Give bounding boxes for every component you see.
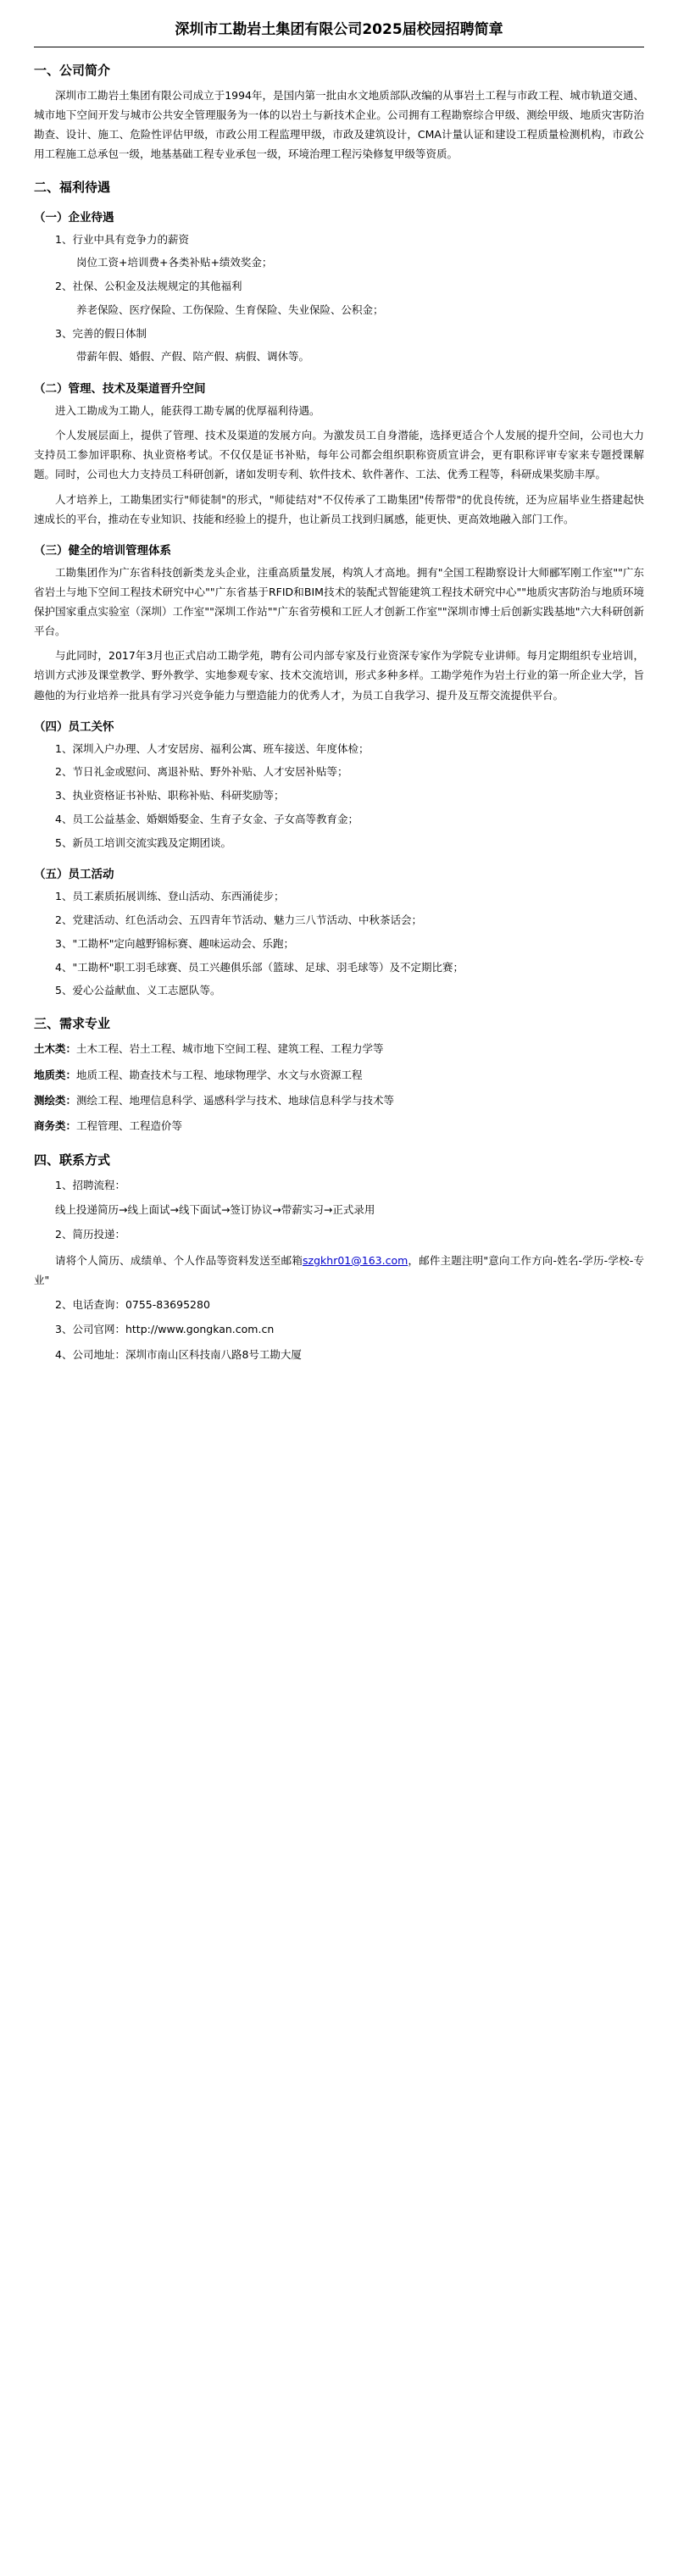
major-list: 土木工程、岩土工程、城市地下空间工程、建筑工程、工程力学等 bbox=[76, 1042, 384, 1056]
section-heading-contact: 四、联系方式 bbox=[34, 1152, 111, 1168]
company-intro-paragraph: 深圳市工勘岩土集团有限公司成立于1994年，是国内第一批由水文地质部队改编的从事岩土工程与市政工程、城市轨道交通、城市地下空间开发与城市公共安全管理服务为一体的以岩土与新技术企业。公司拥有工程勘察综合甲级、测绘甲级、地质灾害防治勘查、设计、施工、危险性评估甲级，市政公用工程监理甲级，市政及建筑设计，CMA计量认证和建设工程质量检测机构，市政公用工程施工总承包一级，地基基础工程专业承包一级，环境治理工程污染修复甲级等资质。 bbox=[34, 89, 644, 161]
subsection-heading-career-growth: （二）管理、技术及渠道晋升空间 bbox=[34, 382, 206, 396]
list-item: 3、执业资格证书补贴、职称补贴、科研奖励等； bbox=[55, 789, 285, 802]
career-growth-paragraph: 个人发展层面上，提供了管理、技术及渠道的发展方向。为激发员工自身潜能，选择更适合个人发展的提升空间，公司也大力支持员工参加评职称、执业资格考试。不仅仅是证书补贴，每年公司都会组织职称资质宣讲会，更有职称评审专家来专题授课解题。同时，公司也大力支持员工科研创新，诸如发明专利、软件技术、软件著作、工法、优秀工程等，科研成果奖励丰厚。 bbox=[34, 429, 644, 481]
list-item: 4、"工勘杯"职工羽毛球赛、员工兴趣俱乐部（篮球、足球、羽毛球等）及不定期比赛； bbox=[55, 960, 464, 974]
website-label: 3、公司官网： bbox=[55, 1323, 125, 1336]
contact-website bbox=[34, 1319, 644, 1340]
resume-text-before: 请将个人简历、成绩单、个人作品等资料发送至邮箱 bbox=[55, 1253, 303, 1267]
major-category-label: 土木类： bbox=[34, 1042, 77, 1056]
training-paragraph: 与此同时，2017年3月也正式启动工勘学苑，聘有公司内部专家及行业资深专家作为学院专业讲师。每月定期组织专业培训，培训方式涉及课堂教学、野外教学、实地参观专家、技术交流培训，形式多种多样。工勘学苑作为岩土行业的第一所企业大学，旨趣他的为行业培养一批具有学习兴竞争能力与塑造能力的优秀人才，为员工自我学习、提升及互帮交流提供平台。 bbox=[34, 649, 644, 702]
list-item: 养老保险、医疗保险、工伤保险、生育保险、失业保险、公积金； bbox=[76, 303, 384, 316]
website-url[interactable]: http://www.gongkan.com.cn bbox=[125, 1323, 275, 1336]
recruitment-process-flow: 线上投递简历→线上面试→线下面试→签订协议→带薪实习→正式录用 bbox=[55, 1203, 375, 1216]
list-item: 3、完善的假日体制 bbox=[55, 326, 147, 340]
major-list: 测绘工程、地理信息科学、遥感科学与技术、地球信息科学与技术等 bbox=[76, 1093, 395, 1107]
major-list: 地质工程、勘查技术与工程、地球物理学、水文与水资源工程 bbox=[76, 1068, 363, 1081]
training-paragraph: 工勘集团作为广东省科技创新类龙头企业，注重高质量发展，构筑人才高地。拥有"全国工程勘察设计大师郦军刚工作室""广东省岩土与地下空间工程技术研究中心""广东省基于RFID和BIM技术的装配式智能建筑工程技术研究中心""地质灾害防治与地质环境保护国家重点实验室（深圳）工作室""深圳工作站""广东省劳模和工匠人才创新工作室""深圳市博士后创新实践基地"六大科研创新平台。 bbox=[34, 565, 644, 638]
page-title: 深圳市工勘岩土集团有限公司2025届校园招聘简章 bbox=[34, 17, 644, 47]
list-item: 5、新员工培训交流实践及定期团谈。 bbox=[55, 836, 231, 849]
list-item: 3、"工勘杯"定向越野锦标赛、趣味运动会、乐跑； bbox=[55, 936, 294, 950]
recruitment-process-label: 1、招聘流程： bbox=[55, 1178, 125, 1191]
contact-phone: 2、电话查询：0755-83695280 bbox=[55, 1298, 210, 1311]
resume-submission-label: 2、简历投递： bbox=[55, 1228, 125, 1241]
major-category-label: 地质类： bbox=[34, 1068, 77, 1081]
section-heading-benefits: 二、福利待遇 bbox=[34, 179, 111, 195]
section-heading-company-intro: 一、公司简介 bbox=[34, 63, 111, 78]
major-category-label: 商务类： bbox=[34, 1119, 77, 1133]
list-item: 4、员工公益基金、婚姻婚娶金、生育子女金、子女高等教育金； bbox=[55, 812, 358, 825]
subsection-heading-employee-care: （四）员工关怀 bbox=[34, 719, 114, 734]
subsection-heading-training-system: （三）健全的培训管理体系 bbox=[34, 543, 171, 558]
list-item: 1、员工素质拓展训练、登山活动、东西涌徒步； bbox=[55, 890, 285, 903]
resume-submission-text bbox=[34, 1251, 644, 1290]
list-item: 2、党建活动、红色活动会、五四青年节活动、魅力三八节活动、中秋茶话会； bbox=[55, 913, 422, 927]
major-category-label: 测绘类： bbox=[34, 1093, 77, 1107]
list-item: 2、社保、公积金及法规规定的其他福利 bbox=[55, 280, 242, 292]
major-row bbox=[34, 1039, 644, 1059]
resume-text-after: ，邮件主题注明"意向工作方向-姓名-学历-学校-专业" bbox=[34, 1253, 644, 1286]
career-growth-paragraph: 人才培养上，工勘集团实行"师徒制"的形式，"师徒结对"不仅传承了工勘集团"传帮带"的优良传统，还为应届毕业生搭建起快速成长的平台，推动在专业知识、技能和经验上的提升，也让新员工找到归属感，能更快、更高效地融入部门工作。 bbox=[34, 492, 644, 525]
subsection-heading-corporate-benefits: （一）企业待遇 bbox=[34, 210, 114, 225]
major-row bbox=[34, 1116, 644, 1136]
major-row bbox=[34, 1065, 644, 1085]
subsection-heading-employee-activities: （五）员工活动 bbox=[34, 868, 114, 882]
email-link[interactable]: szgkhr01@163.com bbox=[303, 1253, 408, 1267]
list-item: 岗位工资+培训费+各类补贴+绩效奖金； bbox=[76, 256, 273, 269]
list-item: 带薪年假、婚假、产假、陪产假、病假、调休等。 bbox=[76, 350, 310, 364]
list-item: 2、节日礼金或慰问、离退补贴、野外补贴、人才安居补贴等； bbox=[55, 765, 348, 779]
major-list: 工程管理、工程造价等 bbox=[76, 1119, 183, 1133]
list-item: 5、爱心公益献血、义工志愿队等。 bbox=[55, 984, 221, 997]
major-row bbox=[34, 1091, 644, 1111]
list-item: 1、深圳入户办理、人才安居房、福利公寓、班车接送、年度体检； bbox=[55, 741, 370, 755]
career-growth-paragraph: 进入工勘成为工勘人，能获得工勘专属的优厚福利待遇。 bbox=[55, 404, 320, 417]
contact-address: 4、公司地址：深圳市南山区科技南八路8号工勘大厦 bbox=[55, 1347, 302, 1361]
section-heading-majors: 三、需求专业 bbox=[34, 1016, 111, 1032]
list-item: 1、行业中具有竞争力的薪资 bbox=[55, 232, 189, 246]
